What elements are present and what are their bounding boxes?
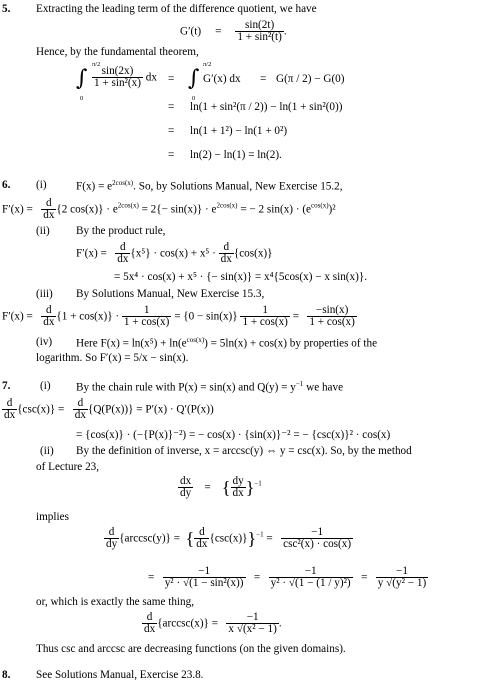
p7-ii-label: (ii) (40, 445, 54, 457)
p6-i-label: (i) (36, 179, 47, 191)
p7-i-text: By the chain rule with P(x) = sin(x) and $Q(y) = y^{-1}$ we have (76, 380, 344, 394)
p6-i-statement: $F(x) = e^{2cos(x)}$. So, by Solutions Manual, New Exercise 15.2, (76, 179, 343, 193)
p6-iv-text: Here $F(x) = \ln(x^5) + \ln(e^{cos(x)}) = 5\ln(x) + \cos(x)$ by properties of the (76, 336, 378, 350)
p7-chain-line2: = {cos(x)} · (−{P(x)}⁻²) = − cos(x) · {sin(x)}⁻² = − {csc(x)}² · cos(x) (76, 429, 391, 441)
p6-ii-line2: = 5x⁴ · cos(x) + x⁵ · {− sin(x)} = x⁴{5cos(x) − x sin(x)}. (114, 271, 368, 283)
hence-text: Hence, by the fundamental theorem, (36, 46, 199, 58)
dxdy-equation: $\frac{dx}{dy}$ = { $\frac{dy}{dx}$ }$^{-1}$ (180, 475, 262, 500)
problem-7-number: 7. (2, 380, 11, 392)
p6-iii-line: F′(x) = $\frac{d}{dx}$ {1 + cos(x)} · $\frac{1}{1 + \cos(x)}$ = {0 − sin(x)} $\frac{1}{1 + \cos(x)}$ = $\frac{-\sin(x)}{1 + \cos(x)}$ (2, 304, 355, 329)
integrand: $\frac{\sin(2x)}{\text{1 + sin²(x)}}$ dx (94, 65, 157, 90)
p7-i-label: (i) (40, 380, 51, 392)
int-limit-top: π/2 (92, 61, 101, 68)
integrand-2: G′(x) dx (203, 73, 241, 85)
p6-ii-label: (ii) (36, 225, 50, 237)
p5-line3: ln(1 + sin²(π / 2)) − ln(1 + sin²(0)) (190, 101, 343, 113)
thus-text: Thus csc and arccsc are decreasing functions (on the given domains). (36, 643, 346, 655)
p6-ii-line1: F′(x) = $\frac{d}{dx}$ {x⁵} · cos(x) + x⁵ · $\frac{d}{dx}$ {cos(x)} (76, 241, 273, 266)
p6-i-derivative: F′(x) = $\frac{d}{dx}$ {2 $\cos(x)\} \cdot e^{2cos(x)} = 2\{- \sin(x)\} \cdot e^{2cos(x)}$ = − 2 $\sin(x) \cdot (e^{cos(x)})^2$ (2, 197, 336, 222)
problem-6-number: 6. (2, 179, 11, 191)
eq-sign: = (168, 73, 175, 85)
p7-ii-text2: of Lecture 23, (36, 461, 100, 473)
int2-limit-top: π/2 (203, 61, 212, 68)
int-limit-bottom: 0 (80, 95, 84, 102)
problem-5-intro: Extracting the leading term of the difference quotient, we have (36, 3, 317, 15)
problem-8-number: 8. (2, 669, 11, 681)
g-difference: G(π / 2) − G(0) (276, 73, 345, 85)
arccsc-y-line: $\frac{d}{dy}$ {arccsc(y)} = { $\frac{d}{dx}$ {csc(x)}}$^{-1}$ = $\frac{-1}{\text{csc²(x) · cos(x)}}$ (106, 526, 352, 551)
problem-5-number: 5. (2, 3, 11, 15)
arccsc-y-line2: = $\frac{-1}{\text{y² · √(1 − sin²(x))}}$ = $\frac{-1}{\text{y² · √(1 − (1 / y)²)}}$ = $\frac{-1}{\text{y √(y² − 1)}}$ (148, 565, 427, 590)
p6-ii-text: By the product rule, (76, 225, 166, 237)
implies-text: implies (36, 511, 69, 523)
arccsc-x-line: $\frac{d}{dx}$ {arccsc(x)} = $\frac{-1}{\text{x √(x² − 1)}}$ . (144, 611, 282, 636)
eq-sign: = (168, 101, 175, 113)
eq-sign: = (260, 73, 267, 85)
integral-sign-2: ∫ (188, 66, 200, 91)
p5-line5: ln(2) − ln(1) = ln(2). (190, 149, 282, 161)
integral-sign: ∫ (76, 66, 88, 91)
eq-sign: = (168, 149, 175, 161)
or-text: or, which is exactly the same thing, (36, 596, 195, 608)
eq-sign: = (168, 125, 175, 137)
p6-iv-label: (iv) (36, 336, 53, 348)
p7-ii-text: By the definition of inverse, x = arccsc(y) ⇔ y = csc(x). So, by the method (76, 445, 412, 457)
p7-chain-line: $\frac{d}{dx}$ {csc(x)} = $\frac{d}{dx}$ {Q(P(x))} = P′(x) · Q′(P(x)) (4, 397, 214, 422)
int2-limit-bottom: 0 (192, 95, 196, 102)
p6-iv-text3: logarithm. So F′(x) = 5/x − sin(x). (36, 352, 189, 364)
p6-iii-text: By Solutions Manual, New Exercise 15.3, (76, 288, 265, 300)
p6-iii-label: (iii) (36, 288, 53, 300)
p5-line4: ln(1 + 1²) − ln(1 + 0²) (190, 125, 288, 137)
g-prime-equation: G′(t) = $\frac{\sin(2t)}{\text{1 + sin²(t)}}$ . (180, 19, 287, 44)
problem-8-text: See Solutions Manual, Exercise 23.8. (36, 669, 204, 681)
